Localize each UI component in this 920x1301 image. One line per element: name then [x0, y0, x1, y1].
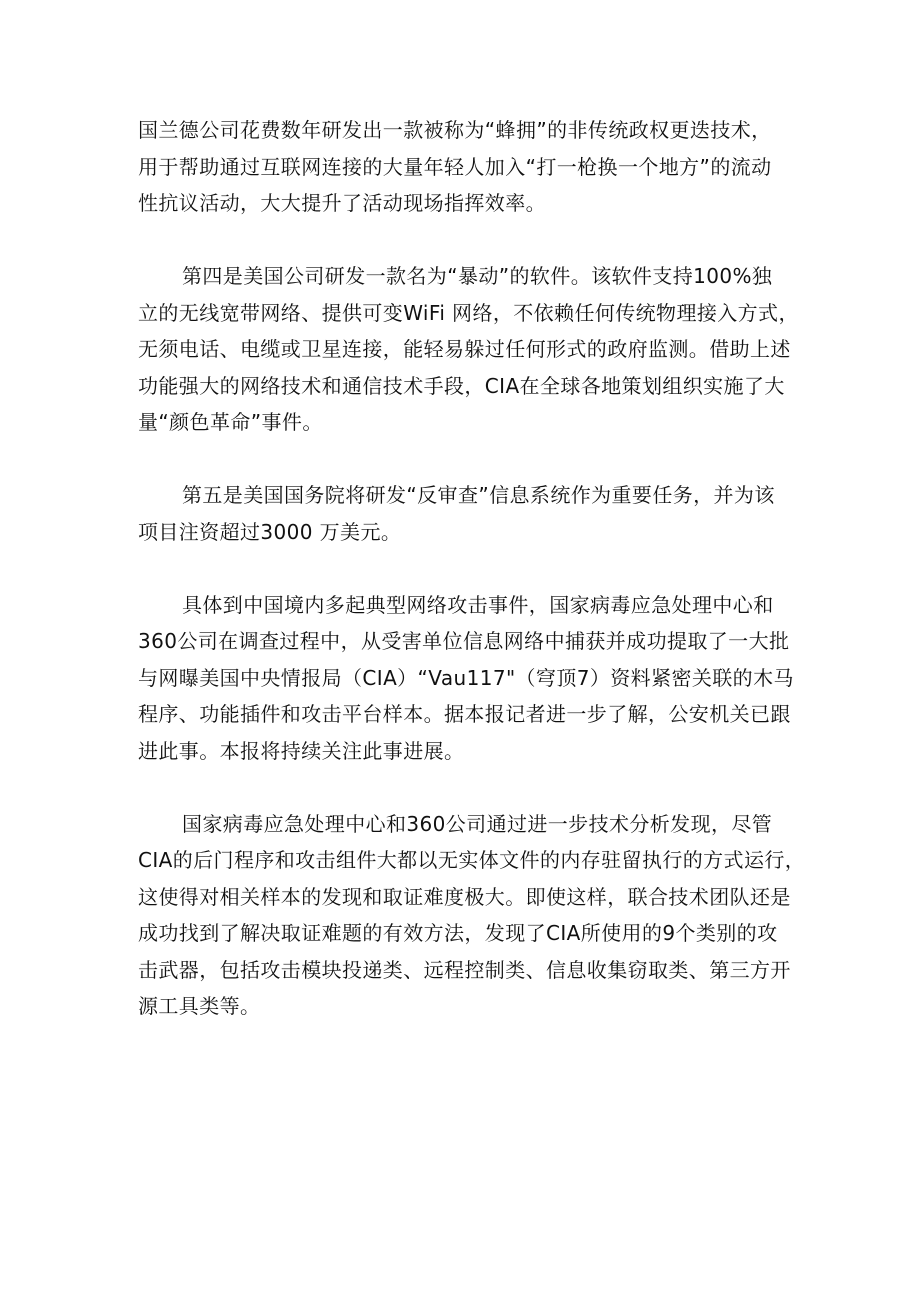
- text-line: 具体到中国境内多起典型网络攻击事件，国家病毒应急处理中心和: [182, 592, 774, 617]
- text-line: 这使得对相关样本的发现和取证难度极大。即使这样，联合技术团队还是: [138, 884, 791, 909]
- text-line: 性抗议活动，大大提升了活动现场指挥效率。: [138, 191, 546, 215]
- paragraph-1: [138, 112, 798, 222]
- paragraph-2: [138, 258, 798, 441]
- text-line: 国家病毒应急处理中心和360公司通过进一步技术分析发现，尽管: [182, 811, 773, 836]
- text-line: 功能强大的网络技术和通信技术手段，CIA在全球各地策划组织实施了大: [138, 373, 785, 398]
- text-line: 与网曝美国中央情报局（CIA）“Vau117"（穹顶7）资料紧密关联的木马: [138, 665, 794, 690]
- text-line: 进此事。本报将持续关注此事进展。: [138, 738, 465, 763]
- text-line: 国兰德公司花费数年研发出一款被称为“蜂拥”的非传统政权更迭技术，: [138, 118, 772, 142]
- text-line: 360公司在调查过程中，从受害单位信息网络中捕获并成功提取了一大批: [138, 629, 790, 653]
- text-line: 无须电话、电缆或卫星连接，能轻易躲过任何形式的政府监测。借助上述: [138, 337, 791, 361]
- text-line: 立的无线宽带网络、提供可变WiFi 网络，不依赖任何传统物理接入方式，: [138, 300, 799, 325]
- paragraph-3: [138, 477, 798, 550]
- text-line: 击武器，包括攻击模块投递类、远程控制类、信息收集窃取类、第三方开: [138, 957, 791, 982]
- text-line: 源工具类等。: [138, 994, 261, 1018]
- article-body: [138, 112, 806, 1025]
- paragraph-4: [138, 587, 798, 770]
- text-line: 用于帮助通过互联网连接的大量年轻人加入“打一枪换一个地方”的流动: [138, 154, 772, 179]
- text-line: 成功找到了解决取证难题的有效方法，发现了CIA所使用的9个类别的攻: [138, 921, 778, 945]
- text-line: 程序、功能插件和攻击平台样本。据本报记者进一步了解，公安机关已跟: [138, 702, 791, 726]
- text-line: 项目注资超过3000 万美元。: [138, 519, 402, 544]
- text-line: 第四是美国公司研发一款名为“暴动”的软件。该软件支持100%独: [182, 264, 773, 288]
- text-line: 量“颜色革命”事件。: [138, 410, 323, 434]
- text-line: CIA的后门程序和攻击组件大都以无实体文件的内存驻留执行的方式运行，: [138, 848, 806, 872]
- paragraph-5: [138, 806, 806, 1025]
- text-line: 第五是美国国务院将研发“反审查”信息系统作为重要任务，并为该: [182, 483, 775, 507]
